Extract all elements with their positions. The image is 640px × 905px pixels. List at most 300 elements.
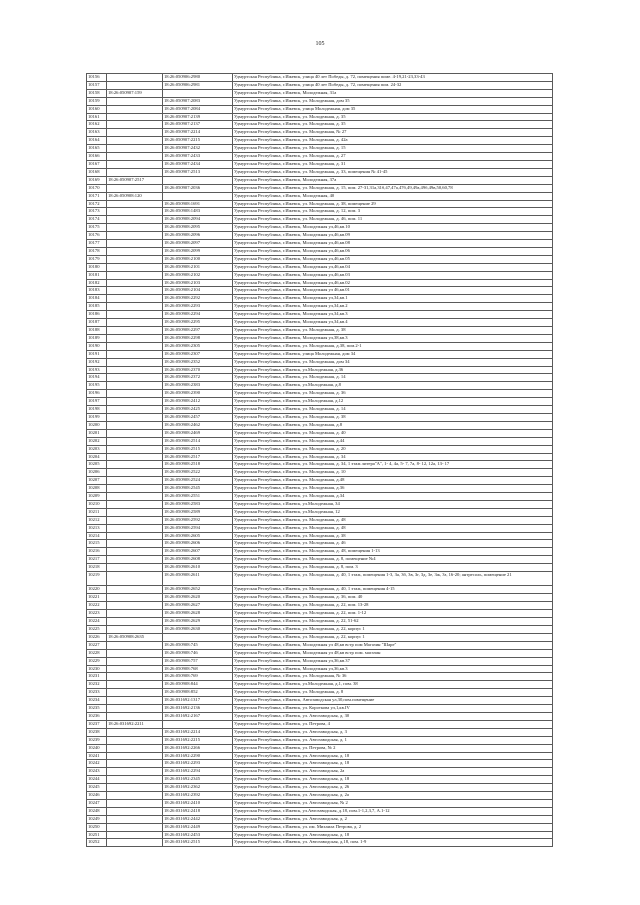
building-cadastral-number-cell: 18:26:031692:1317: [163, 697, 233, 705]
building-cadastral-number-cell: 18:26:050908:2620: [163, 594, 233, 602]
land-cadastral-number-cell: [107, 831, 163, 839]
row-number-cell: 10172: [87, 200, 107, 208]
row-number-cell: 10179: [87, 255, 107, 263]
row-number-cell: 10246: [87, 792, 107, 800]
address-cell: Удмуртская Республика, г.Ижевск, ул. Молодежная, д. 33, помещения № 41-45: [233, 168, 553, 176]
table-row: [87, 105, 553, 113]
row-number-cell: 10178: [87, 247, 107, 255]
table-row: [87, 681, 553, 689]
land-cadastral-number-cell: [107, 586, 163, 594]
address-cell: Удмуртская Республика, г.Ижевск, ул. Автозаводская, д. 3: [233, 728, 553, 736]
row-number-cell: 10203: [87, 445, 107, 453]
row-number-cell: 10243: [87, 768, 107, 776]
land-cadastral-number-cell: [107, 665, 163, 673]
address-cell: Удмуртская Республика, г.Ижевск, ул.Молодежная, 34: [233, 500, 553, 508]
row-number-cell: 10252: [87, 839, 107, 847]
table-row: [87, 673, 553, 681]
row-number-cell: 10165: [87, 145, 107, 153]
row-number-cell: 10171: [87, 192, 107, 200]
building-cadastral-number-cell: 18:26:050907:2434: [163, 160, 233, 168]
address-cell: Удмуртская Республика, г.Ижевск, ул.Молодежная, д.12: [233, 398, 553, 406]
building-cadastral-number-cell: 18:26:050907:2513: [163, 168, 233, 176]
building-cadastral-number-cell: 18:26:050908:769: [163, 673, 233, 681]
table-row: [87, 279, 553, 287]
address-cell: Удмуртская Республика, г.Ижевск, Молодежная, 40: [233, 192, 553, 200]
address-cell: Удмуртская Республика, г.Ижевск, ул. Молодежная, д. 48: [233, 524, 553, 532]
building-cadastral-number-cell: 18:26:050908:2096: [163, 232, 233, 240]
row-number-cell: 10181: [87, 271, 107, 279]
building-cadastral-number-cell: 18:26:050908:2104: [163, 287, 233, 295]
address-cell: Удмуртская Республика, г.Ижевск, Молодежная ул 48,кв встр пом. магазин: [233, 649, 553, 657]
building-cadastral-number-cell: 18:26:050908:2545: [163, 485, 233, 493]
table-row: [87, 145, 553, 153]
land-cadastral-number-cell: [107, 168, 163, 176]
land-cadastral-number-cell: [107, 689, 163, 697]
row-number-cell: 10162: [87, 121, 107, 129]
address-cell: Удмуртская Республика, г.Ижевск, Молодежная ул,34,кв.3: [233, 311, 553, 319]
land-cadastral-number-cell: [107, 263, 163, 271]
address-cell: Удмуртская Республика, г.Ижевск, ул. Молодежная, д. 8, пом. 3: [233, 564, 553, 572]
address-cell: Удмуртская Республика, г.Ижевск, ул. Молодежная, д. 22, пом. 13-28: [233, 602, 553, 610]
land-cadastral-number-cell: [107, 594, 163, 602]
row-number-cell: 10218: [87, 564, 107, 572]
building-cadastral-number-cell: 18:26:050908:2101: [163, 263, 233, 271]
table-row: [87, 334, 553, 342]
address-cell: Удмуртская Республика, г.Ижевск, ул. Молодежная, д. 12, пом. 3: [233, 208, 553, 216]
table-row: [87, 736, 553, 744]
address-cell: Удмуртская Республика, г.Ижевск, ул.Молодежная, 12: [233, 508, 553, 516]
row-number-cell: 10191: [87, 350, 107, 358]
row-number-cell: 10247: [87, 799, 107, 807]
address-cell: Удмуртская Республика, г.Ижевск, улица Молодежная, дом 35: [233, 105, 553, 113]
table-row: [87, 760, 553, 768]
building-cadastral-number-cell: 18:26:031692:2418: [163, 807, 233, 815]
row-number-cell: 10200: [87, 421, 107, 429]
building-cadastral-number-cell: 18:26:050908:2551: [163, 493, 233, 501]
row-number-cell: 10199: [87, 413, 107, 421]
row-number-cell: 10183: [87, 287, 107, 295]
building-cadastral-number-cell: 18:26:050908:757: [163, 657, 233, 665]
table-row: [87, 493, 553, 501]
table-row: [87, 461, 553, 469]
address-cell: Удмуртская Республика, г.Ижевск, ул. Автозаводская, д. 18: [233, 752, 553, 760]
land-cadastral-number-cell: [107, 572, 163, 586]
row-number-cell: 10195: [87, 382, 107, 390]
land-cadastral-number-cell: [107, 540, 163, 548]
table-row: [87, 807, 553, 815]
building-cadastral-number-cell: 18:26:050907:2083: [163, 97, 233, 105]
land-cadastral-number-cell: [107, 279, 163, 287]
land-cadastral-number-cell: [107, 216, 163, 224]
address-cell: Удмуртская Республика, г.Ижевск, Молодежная, 37а: [233, 176, 553, 184]
building-cadastral-number-cell: 18:26:050908:2605: [163, 532, 233, 540]
building-cadastral-number-cell: 18:26:050908:2425: [163, 406, 233, 414]
table-row: [87, 374, 553, 382]
building-cadastral-number-cell: 18:26:050908:2607: [163, 548, 233, 556]
row-number-cell: 10176: [87, 232, 107, 240]
building-cadastral-number-cell: 18:26:031692:2215: [163, 736, 233, 744]
land-cadastral-number-cell: [107, 224, 163, 232]
row-number-cell: 10209: [87, 493, 107, 501]
building-cadastral-number-cell: 18:26:050908:2628: [163, 610, 233, 618]
building-cadastral-number-cell: 18:26:050907:2215: [163, 137, 233, 145]
building-cadastral-number-cell: 18:26:050908:2412: [163, 398, 233, 406]
building-cadastral-number-cell: 18:26:050907:2214: [163, 129, 233, 137]
land-cadastral-number-cell: [107, 532, 163, 540]
property-register-table: [86, 73, 553, 847]
address-cell: Удмуртская Республика, г.Ижевск, Молодежная ул,46,кв.05: [233, 255, 553, 263]
row-number-cell: 10190: [87, 342, 107, 350]
table-row: [87, 744, 553, 752]
building-cadastral-number-cell: 18:26:050908:2517: [163, 453, 233, 461]
building-cadastral-number-cell: 18:26:050906:2981: [163, 81, 233, 89]
row-number-cell: 10240: [87, 744, 107, 752]
building-cadastral-number-cell: 18:26:050908:2652: [163, 586, 233, 594]
row-number-cell: 10224: [87, 618, 107, 626]
land-cadastral-number-cell: [107, 697, 163, 705]
address-cell: Удмуртская Республика, г.Ижевск, ул. Молодежная, д. 40: [233, 429, 553, 437]
table-row: [87, 469, 553, 477]
table-row: [87, 500, 553, 508]
land-cadastral-number-cell: [107, 823, 163, 831]
row-number-cell: 10236: [87, 712, 107, 720]
row-number-cell: 10220: [87, 586, 107, 594]
land-cadastral-number-cell: 18:26:050907:159: [107, 89, 163, 97]
table-row: [87, 74, 553, 82]
address-cell: Удмуртская Республика, г.Ижевск, Молодежная ул 46,кв.01: [233, 287, 553, 295]
building-cadastral-number-cell: 18:26:050908:2592: [163, 516, 233, 524]
building-cadastral-number-cell: 18:26:050908:2594: [163, 524, 233, 532]
row-number-cell: 10158: [87, 89, 107, 97]
land-cadastral-number-cell: [107, 271, 163, 279]
building-cadastral-number-cell: 18:26:050908:2293: [163, 303, 233, 311]
address-cell: Удмуртская Республика, г.Ижевск, ул. Молодежная, д. 20: [233, 445, 553, 453]
building-cadastral-number-cell: 18:26:050907:2084: [163, 105, 233, 113]
row-number-cell: 10189: [87, 334, 107, 342]
land-cadastral-number-cell: 18:26:031692:2211: [107, 720, 163, 728]
address-cell: Удмуртская Республика, г.Ижевск, ул. Молодежная, д. 40, 1 этаж, помещения 1-3, 3а, 3б, 3в, 3г, 3д, 3е, 3ж, 3з, 16-20; антресоль, помещение 21: [233, 572, 553, 586]
row-number-cell: 10242: [87, 760, 107, 768]
row-number-cell: 10193: [87, 366, 107, 374]
land-cadastral-number-cell: [107, 461, 163, 469]
address-cell: Удмуртская Республика, г.Ижевск, ул. Молодежная, д. 15: [233, 145, 553, 153]
address-cell: Удмуртская Республика, г.Ижевск, ул. Молодежная, д. 36: [233, 390, 553, 398]
building-cadastral-number-cell: 18:26:050908:2383: [163, 382, 233, 390]
land-cadastral-number-cell: [107, 145, 163, 153]
land-cadastral-number-cell: [107, 485, 163, 493]
building-cadastral-number-cell: 18:26:050908:2589: [163, 508, 233, 516]
building-cadastral-number-cell: 18:26:050908:2606: [163, 540, 233, 548]
row-number-cell: 10163: [87, 129, 107, 137]
table-row: [87, 327, 553, 335]
land-cadastral-number-cell: [107, 477, 163, 485]
row-number-cell: 10237: [87, 720, 107, 728]
land-cadastral-number-cell: [107, 208, 163, 216]
table-row: [87, 153, 553, 161]
address-cell: Удмуртская Республика, г.Ижевск, ул. Молодежная, д. 35: [233, 121, 553, 129]
table-row: [87, 548, 553, 556]
land-cadastral-number-cell: [107, 105, 163, 113]
building-cadastral-number-cell: 18:26:050908:2524: [163, 477, 233, 485]
table-row: [87, 413, 553, 421]
land-cadastral-number-cell: [107, 712, 163, 720]
row-number-cell: 10169: [87, 176, 107, 184]
land-cadastral-number-cell: [107, 516, 163, 524]
row-number-cell: 10182: [87, 279, 107, 287]
table-row: [87, 176, 553, 184]
table-row: [87, 271, 553, 279]
address-cell: Удмуртская Республика, г.Ижевск, ул. Молодежная, д. 14: [233, 374, 553, 382]
table-row: [87, 712, 553, 720]
address-cell: Удмуртская Республика, г.Ижевск, Молодежная ул,36,кв.37: [233, 657, 553, 665]
land-cadastral-number-cell: [107, 295, 163, 303]
land-cadastral-number-cell: [107, 303, 163, 311]
table-row: [87, 524, 553, 532]
row-number-cell: 10167: [87, 160, 107, 168]
row-number-cell: 10221: [87, 594, 107, 602]
land-cadastral-number-cell: [107, 240, 163, 248]
building-cadastral-number-cell: 18:26:031692:2293: [163, 760, 233, 768]
land-cadastral-number-cell: [107, 736, 163, 744]
row-number-cell: 10233: [87, 689, 107, 697]
land-cadastral-number-cell: [107, 184, 163, 192]
building-cadastral-number-cell: 18:26:050907:2137: [163, 121, 233, 129]
building-cadastral-number-cell: 18:26:050908:2522: [163, 469, 233, 477]
building-cadastral-number-cell: 18:26:050908:2372: [163, 374, 233, 382]
row-number-cell: 10251: [87, 831, 107, 839]
land-cadastral-number-cell: [107, 768, 163, 776]
land-cadastral-number-cell: [107, 792, 163, 800]
table-row: [87, 224, 553, 232]
land-cadastral-number-cell: [107, 74, 163, 82]
address-cell: Удмуртская Республика, г.Ижевск, ул. Автозаводская, д. 18: [233, 776, 553, 784]
building-cadastral-number-cell: [163, 176, 233, 184]
address-cell: Удмуртская Республика, г.Ижевск, ул. Автозаводская, № 2: [233, 799, 553, 807]
land-cadastral-number-cell: [107, 358, 163, 366]
address-cell: Удмуртская Республика, г.Ижевск, ул. Автозаводская, д. 30: [233, 712, 553, 720]
land-cadastral-number-cell: [107, 548, 163, 556]
table-row: [87, 240, 553, 248]
row-number-cell: 10219: [87, 572, 107, 586]
row-number-cell: 10184: [87, 295, 107, 303]
building-cadastral-number-cell: 18:26:050907:2433: [163, 153, 233, 161]
building-cadastral-number-cell: 18:26:050908:2629: [163, 618, 233, 626]
land-cadastral-number-cell: [107, 287, 163, 295]
building-cadastral-number-cell: 18:26:050908:2462: [163, 421, 233, 429]
building-cadastral-number-cell: 18:26:050908:2627: [163, 602, 233, 610]
address-cell: Удмуртская Республика, г.Ижевск, Молодежная ул,34,кв.1: [233, 295, 553, 303]
table-row: [87, 752, 553, 760]
land-cadastral-number-cell: [107, 342, 163, 350]
building-cadastral-number-cell: 18:26:050907:2139: [163, 113, 233, 121]
land-cadastral-number-cell: 18:26:050908:120: [107, 192, 163, 200]
land-cadastral-number-cell: [107, 153, 163, 161]
address-cell: Удмуртская Республика, г.Ижевск, ул. Автозаводская, д. 18: [233, 760, 553, 768]
row-number-cell: 10214: [87, 532, 107, 540]
address-cell: Удмуртская Республика, г.Ижевск, ул. Молодежная, д. 35: [233, 113, 553, 121]
table-row: [87, 697, 553, 705]
address-cell: Удмуртская Республика, г.Ижевск, ул. Молодежная, д. 48: [233, 516, 553, 524]
address-cell: Удмуртская Республика, г.Ижевск, ул. Молодежная, № 27: [233, 129, 553, 137]
land-cadastral-number-cell: [107, 673, 163, 681]
table-row: [87, 295, 553, 303]
building-cadastral-number-cell: 18:26:050908:2610: [163, 564, 233, 572]
row-number-cell: 10205: [87, 461, 107, 469]
building-cadastral-number-cell: 18:26:050908:1483: [163, 208, 233, 216]
address-cell: Удмуртская Республика, г.Ижевск, ул.Автозаводская, д.18, пом.1-1,2,3,7, А.1-12: [233, 807, 553, 815]
row-number-cell: 10204: [87, 453, 107, 461]
building-cadastral-number-cell: 18:26:031692:2449: [163, 823, 233, 831]
land-cadastral-number-cell: [107, 807, 163, 815]
address-cell: Удмуртская Республика, г.Ижевск, ул. Молодежная, д.36: [233, 485, 553, 493]
building-cadastral-number-cell: 18:26:050908:2094: [163, 216, 233, 224]
building-cadastral-number-cell: 18:26:050908:2102: [163, 271, 233, 279]
table-row: [87, 657, 553, 665]
building-cadastral-number-cell: 18:26:050908:2305: [163, 342, 233, 350]
row-number-cell: 10166: [87, 153, 107, 161]
land-cadastral-number-cell: [107, 815, 163, 823]
table-row: [87, 421, 553, 429]
row-number-cell: 10222: [87, 602, 107, 610]
address-cell: Удмуртская Республика, г.Ижевск, улица 40 лет Победы, д. 72, помещения пом. 24-32: [233, 81, 553, 89]
land-cadastral-number-cell: [107, 760, 163, 768]
row-number-cell: 10188: [87, 327, 107, 335]
land-cadastral-number-cell: [107, 469, 163, 477]
land-cadastral-number-cell: [107, 406, 163, 414]
table-row: [87, 477, 553, 485]
building-cadastral-number-cell: 18:26:050908:2292: [163, 295, 233, 303]
address-cell: Удмуртская Республика, г.Ижевск, Автозаводская ул,30,пом.помещение: [233, 697, 553, 705]
table-row: [87, 200, 553, 208]
address-cell: Удмуртская Республика, г.Ижевск, ул. им. Михаила Петрова, д. 2: [233, 823, 553, 831]
land-cadastral-number-cell: [107, 618, 163, 626]
address-cell: Удмуртская Республика, г.Ижевск, ул. Молодежная, д. 14: [233, 406, 553, 414]
address-cell: Удмуртская Республика, г.Ижевск, ул. Автозаводская, д. 18: [233, 831, 553, 839]
building-cadastral-number-cell: 18:26:050908:2608: [163, 556, 233, 564]
table-row: [87, 437, 553, 445]
address-cell: Удмуртская Республика, г.Ижевск, ул. Молодежная, д. 22, пом. 1-12: [233, 610, 553, 618]
building-cadastral-number-cell: 18:26:031692:2266: [163, 744, 233, 752]
row-number-cell: 10170: [87, 184, 107, 192]
address-cell: Удмуртская Республика, г.Ижевск, Молодежная ул,46,кв.06: [233, 247, 553, 255]
land-cadastral-number-cell: [107, 681, 163, 689]
row-number-cell: 10174: [87, 216, 107, 224]
address-cell: Удмуртская Республика, г.Ижевск, ул. Молодежная, д. 8, помещение №4: [233, 556, 553, 564]
building-cadastral-number-cell: 18:26:031692:2392: [163, 792, 233, 800]
row-number-cell: 10244: [87, 776, 107, 784]
row-number-cell: 10202: [87, 437, 107, 445]
land-cadastral-number-cell: [107, 556, 163, 564]
address-cell: Удмуртская Республика, г.Ижевск, ул. Молодежная, дом 34: [233, 358, 553, 366]
building-cadastral-number-cell: [163, 89, 233, 97]
address-cell: Удмуртская Республика, г.Ижевск, ул. Молодежная, д.34: [233, 493, 553, 501]
row-number-cell: 10229: [87, 657, 107, 665]
table-row: [87, 192, 553, 200]
address-cell: Удмуртская Республика, г.Ижевск, ул. Молодежная, д. 10: [233, 469, 553, 477]
row-number-cell: 10161: [87, 113, 107, 121]
land-cadastral-number-cell: [107, 374, 163, 382]
row-number-cell: 10216: [87, 548, 107, 556]
building-cadastral-number-cell: 18:26:050908:852: [163, 689, 233, 697]
row-number-cell: 10192: [87, 358, 107, 366]
building-cadastral-number-cell: 18:26:050908:2630: [163, 626, 233, 634]
table-row: [87, 689, 553, 697]
address-cell: Удмуртская Республика, г.Ижевск, Молодежная ул,34,кв.2: [233, 303, 553, 311]
table-row: [87, 81, 553, 89]
land-cadastral-number-cell: [107, 319, 163, 327]
building-cadastral-number-cell: 18:26:050908:2307: [163, 350, 233, 358]
building-cadastral-number-cell: 18:26:050908:2097: [163, 240, 233, 248]
table-row: [87, 516, 553, 524]
table-row: [87, 168, 553, 176]
building-cadastral-number-cell: 18:26:031692:2290: [163, 752, 233, 760]
page-number: 105: [315, 41, 325, 47]
row-number-cell: 10207: [87, 477, 107, 485]
row-number-cell: 10226: [87, 633, 107, 641]
building-cadastral-number-cell: 18:26:031692:2294: [163, 768, 233, 776]
table-row: [87, 602, 553, 610]
row-number-cell: 10194: [87, 374, 107, 382]
address-cell: Удмуртская Республика, г.Ижевск, ул. Автозаводская, д. 26: [233, 784, 553, 792]
row-number-cell: 10211: [87, 508, 107, 516]
table-row: [87, 216, 553, 224]
row-number-cell: 10206: [87, 469, 107, 477]
building-cadastral-number-cell: 18:26:031692:2453: [163, 831, 233, 839]
property-register-body: [87, 74, 553, 847]
address-cell: Удмуртская Республика, г.Ижевск, Молодежная ул 48,кв встр пом Магазин "Шаре": [233, 641, 553, 649]
table-row: [87, 508, 553, 516]
address-cell: Удмуртская Республика, г.Ижевск, ул. Молодежная, д. 38, помещение 29: [233, 200, 553, 208]
table-row: [87, 342, 553, 350]
row-number-cell: 10223: [87, 610, 107, 618]
address-cell: Удмуртская Республика, г.Ижевск, Молодежная ул,38,кв.3: [233, 334, 553, 342]
table-row: [87, 311, 553, 319]
building-cadastral-number-cell: 18:26:031692:2345: [163, 776, 233, 784]
row-number-cell: 10241: [87, 752, 107, 760]
table-row: [87, 839, 553, 847]
row-number-cell: 10198: [87, 406, 107, 414]
land-cadastral-number-cell: [107, 657, 163, 665]
table-row: [87, 815, 553, 823]
building-cadastral-number-cell: 18:26:050908:2103: [163, 279, 233, 287]
table-row: [87, 665, 553, 673]
building-cadastral-number-cell: 18:26:050908:2514: [163, 437, 233, 445]
address-cell: Удмуртская Республика, г.Ижевск, ул. Молодежная, д. 31: [233, 160, 553, 168]
land-cadastral-number-cell: [107, 445, 163, 453]
land-cadastral-number-cell: [107, 129, 163, 137]
table-row: [87, 626, 553, 634]
address-cell: Удмуртская Республика, г.Ижевск, ул. Молодежная, д.44: [233, 437, 553, 445]
table-row: [87, 720, 553, 728]
table-row: [87, 137, 553, 145]
table-row: [87, 160, 553, 168]
address-cell: Удмуртская Республика, г.Ижевск, Молодежная ул,46,кв.03: [233, 271, 553, 279]
row-number-cell: 10249: [87, 815, 107, 823]
land-cadastral-number-cell: [107, 649, 163, 657]
address-cell: Удмуртская Республика, г.Ижевск, Молодежная ул,34,кв.4: [233, 319, 553, 327]
table-row: [87, 641, 553, 649]
row-number-cell: 10238: [87, 728, 107, 736]
table-row: [87, 287, 553, 295]
building-cadastral-number-cell: 18:26:050908:2294: [163, 311, 233, 319]
row-number-cell: 10239: [87, 736, 107, 744]
address-cell: Удмуртская Республика, г.Ижевск, Молодежная ул,46,кв.02: [233, 279, 553, 287]
building-cadastral-number-cell: 18:26:050908:746: [163, 649, 233, 657]
land-cadastral-number-cell: [107, 81, 163, 89]
row-number-cell: 10185: [87, 303, 107, 311]
row-number-cell: 10164: [87, 137, 107, 145]
building-cadastral-number-cell: 18:26:050908:2390: [163, 390, 233, 398]
